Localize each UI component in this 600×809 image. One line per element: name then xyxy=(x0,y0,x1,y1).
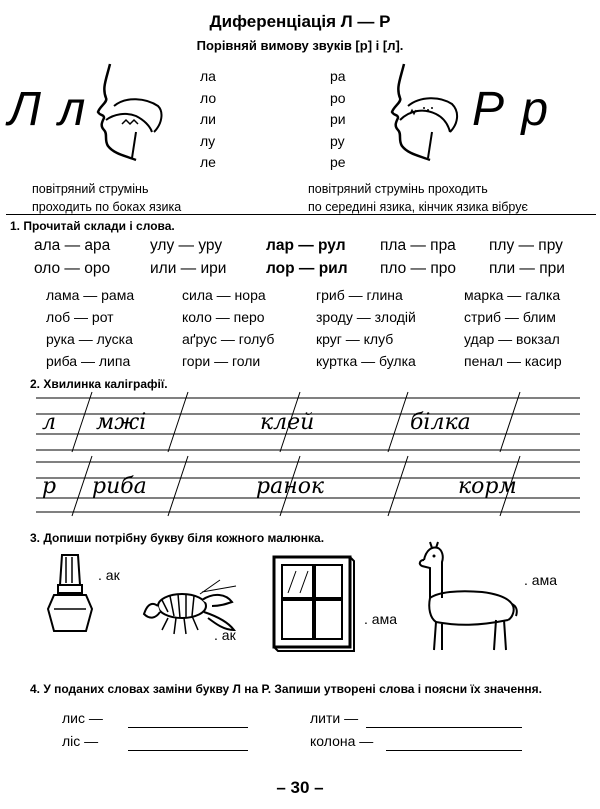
task-2-heading: 2. Хвилинка каліграфії. xyxy=(30,377,168,391)
word-pair: куртка — булка xyxy=(316,353,416,369)
mouth-profile-r-icon xyxy=(384,62,468,162)
task-4-word: колона — xyxy=(310,733,374,749)
task-1-heading: 1. Прочитай склади і слова. xyxy=(10,219,175,233)
letters-l: Л л xyxy=(8,83,88,136)
mouth-profile-l-icon xyxy=(92,62,174,162)
word-pair: удар — вокзал xyxy=(464,331,560,347)
page-subtitle: Порівняй вимову звуків [р] і [л]. xyxy=(196,38,404,53)
description-l: повітряний струмінь проходить по боках язика xyxy=(32,182,182,214)
syllable-pair: ала — ара xyxy=(34,237,111,254)
calligraphy-sample: ранок xyxy=(256,474,325,499)
divider xyxy=(6,214,596,215)
blank-nail-polish: . ак xyxy=(98,567,120,583)
word-pair: гриб — глина xyxy=(316,287,403,303)
syllable-pair: пло — про xyxy=(380,260,456,277)
syllable-pair: лор — рил xyxy=(266,260,348,277)
word-pair: рука — луска xyxy=(46,331,133,347)
answer-line[interactable] xyxy=(128,750,248,751)
calligraphy-sample: мжі xyxy=(96,410,147,435)
calligraphy-sample: корм xyxy=(458,474,517,499)
window-icon xyxy=(270,553,356,653)
word-pair: лоб — рот xyxy=(46,309,114,325)
task-4-word: лис — xyxy=(62,710,103,726)
page-title: Диференціація Л — Р xyxy=(209,12,391,31)
syllable-pair: улу — уру xyxy=(150,237,223,254)
word-pair: лама — рама xyxy=(46,287,135,303)
syllable-pair: лар — рул xyxy=(266,237,346,254)
syllables-r: ра ро ри ру ре xyxy=(330,68,346,170)
word-pair: коло — перо xyxy=(182,309,265,325)
syllable-pair: плу — пру xyxy=(489,237,563,254)
llama-icon xyxy=(408,538,524,656)
task-4-word: ліс — xyxy=(62,733,99,749)
word-pair: зроду — злодій xyxy=(316,309,416,325)
syllable-pair: пла — пра xyxy=(380,237,456,254)
word-pair: аґрус — голуб xyxy=(182,331,275,347)
task-4-word: лити — xyxy=(310,710,359,726)
blank-llama: . ама xyxy=(524,572,557,588)
calligraphy-sample: білка xyxy=(410,410,471,435)
blank-crayfish: . ак xyxy=(214,627,236,643)
syllables-l: ла ло ли лу ле xyxy=(200,68,217,170)
word-pair: риба — липа xyxy=(46,353,131,369)
description-r: повітряний струмінь проходить по середині язика, кінчик язика вібрує xyxy=(308,182,528,214)
word-pair: пенал — касир xyxy=(464,353,562,369)
syllable-pair: оло — оро xyxy=(34,260,111,277)
word-pair: сила — нора xyxy=(182,287,266,303)
calligraphy-sample: л xyxy=(42,410,57,435)
nail-polish-icon xyxy=(44,551,96,637)
syllable-pair: пли — при xyxy=(489,260,565,277)
letters-r: Р р xyxy=(472,83,551,136)
page-number: – 30 – xyxy=(276,778,324,797)
calligraphy-sample: р xyxy=(42,474,57,499)
task-3-heading: 3. Допиши потрібну букву біля кожного малюнка. xyxy=(30,531,325,545)
calligraphy-sample: клей xyxy=(260,410,315,435)
word-pair: стриб — блим xyxy=(464,309,556,325)
answer-line[interactable] xyxy=(128,727,248,728)
word-pair: круг — клуб xyxy=(316,331,394,347)
word-pair: гори — голи xyxy=(182,353,261,369)
word-pair: марка — галка xyxy=(464,287,561,303)
calligraphy-sample: риба xyxy=(92,474,147,499)
answer-line[interactable] xyxy=(366,727,522,728)
task-4-heading: 4. У поданих словах заміни букву Л на Р. Запиши утворені слова і поясни їх значення. xyxy=(30,682,542,696)
answer-line[interactable] xyxy=(386,750,522,751)
syllable-pair: или — ири xyxy=(150,260,227,277)
blank-window: . ама xyxy=(364,611,397,627)
